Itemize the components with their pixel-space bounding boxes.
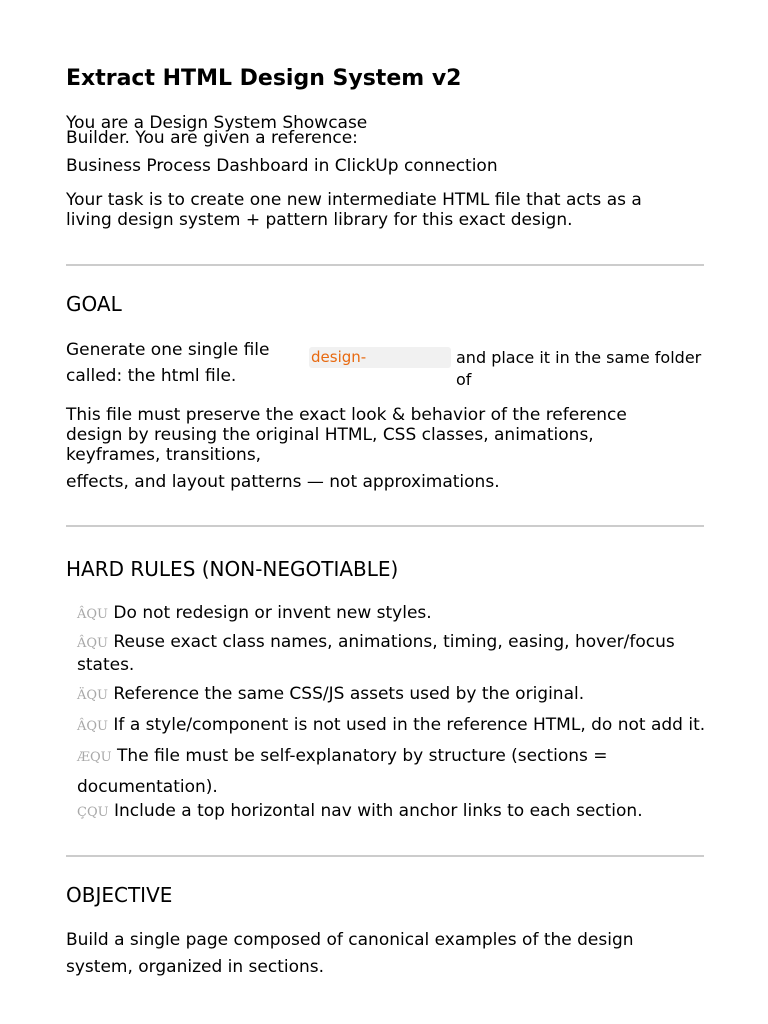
- rule-item: [77, 714, 705, 738]
- preserve-line-2: design by reusing the original HTML, CSS classes, animations,: [66, 425, 594, 445]
- section-divider: [66, 264, 704, 266]
- rule-text: Reference the same CSS/JS assets used by the original.: [113, 684, 585, 704]
- rule-text-continued: states.: [77, 655, 135, 675]
- preserve-line-1: This file must preserve the exact look & behavior of the reference: [66, 405, 627, 425]
- section-divider: [66, 855, 704, 857]
- rule-text: Include a top horizontal nav with anchor links to each section.: [113, 801, 643, 821]
- goal-generate-line-2: called: the html file.: [66, 366, 237, 386]
- rule-item: [77, 602, 432, 626]
- goal-generate-line-1: Generate one single file: [66, 340, 270, 360]
- rule-item: [77, 800, 643, 824]
- rule-text: If a style/component is not used in the reference HTML, do not add it.: [113, 715, 706, 735]
- task-line-2: living design system + pattern library for this exact design.: [66, 210, 573, 230]
- section-divider: [66, 525, 704, 527]
- document-title: Extract HTML Design System v2: [66, 66, 462, 91]
- bullet-glyph-icon: ÂQU: [77, 607, 109, 622]
- objective-line-1: Build a single page composed of canonical examples of the design: [66, 930, 634, 950]
- task-line-1: Your task is to create one new intermediate HTML file that acts as a: [66, 190, 642, 210]
- rule-item: [77, 745, 608, 769]
- rule-item: [77, 683, 584, 707]
- bullet-glyph-icon: ÄQU: [77, 688, 109, 703]
- bullet-glyph-icon: ÆQU: [77, 750, 112, 765]
- goal-heading: GOAL: [66, 292, 122, 316]
- rule-text: Reuse exact class names, animations, timing, easing, hover/focus: [113, 632, 675, 652]
- filename-code-chip: design-: [309, 347, 451, 368]
- bullet-glyph-icon: ÂQU: [77, 636, 109, 651]
- objective-heading: OBJECTIVE: [66, 883, 173, 907]
- preserve-line-4: effects, and layout patterns — not approximations.: [66, 472, 500, 492]
- rule-text: The file must be self-explanatory by structure (sections =: [117, 746, 608, 766]
- reference-name: Business Process Dashboard in ClickUp connection: [66, 156, 498, 176]
- preserve-line-3: keyframes, transitions,: [66, 445, 262, 465]
- hard-rules-heading: HARD RULES (NON-NEGOTIABLE): [66, 557, 399, 581]
- rule-text-continued: documentation).: [77, 777, 218, 797]
- intro-line-1: You are a Design System Showcase: [66, 113, 368, 133]
- bullet-glyph-icon: ÇQU: [77, 805, 109, 820]
- rule-text: Do not redesign or invent new styles.: [113, 603, 432, 623]
- objective-line-2: system, organized in sections.: [66, 957, 325, 977]
- rule-item: [77, 631, 675, 655]
- goal-place-line-2: of: [456, 370, 472, 389]
- goal-place-line-1: and place it in the same folder: [456, 348, 702, 367]
- intro-line-2: Builder. You are given a reference:: [66, 128, 358, 148]
- bullet-glyph-icon: ÂQU: [77, 719, 109, 734]
